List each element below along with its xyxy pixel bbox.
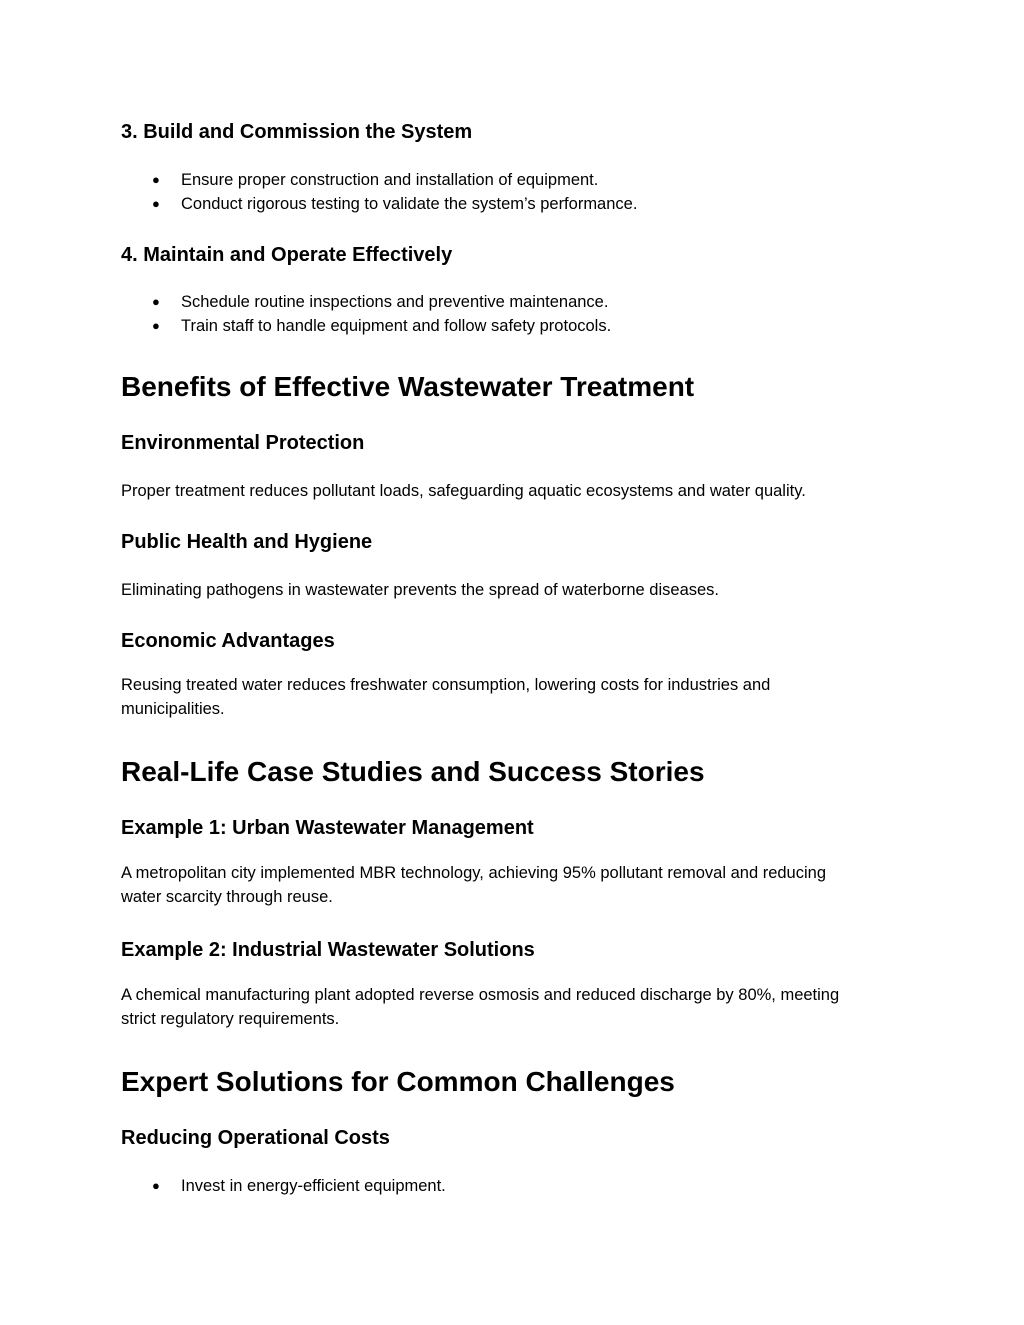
bullet-icon: ● xyxy=(152,172,160,187)
list-item: ● Invest in energy-efficient equipment. xyxy=(121,1174,446,1198)
public-health-text: Eliminating pathogens in wastewater prevents the spread of waterborne diseases. xyxy=(121,581,720,599)
list-item: ● Ensure proper construction and installation of equipment. xyxy=(121,168,637,192)
economic-advantages-heading: Economic Advantages xyxy=(121,630,335,652)
bullet-icon: ● xyxy=(152,294,160,309)
list-item: ● Conduct rigorous testing to validate the system’s performance. xyxy=(121,192,637,216)
example1-heading: Example 1: Urban Wastewater Management xyxy=(121,817,534,839)
step3-bullet-list xyxy=(121,168,637,216)
list-item: ● Schedule routine inspections and preventive maintenance. xyxy=(121,290,611,314)
example2-heading: Example 2: Industrial Wastewater Solutions xyxy=(121,939,535,961)
reducing-costs-heading: Reducing Operational Costs xyxy=(121,1127,390,1149)
case-studies-heading: Real-Life Case Studies and Success Stories xyxy=(121,756,705,787)
bullet-icon: ● xyxy=(152,318,160,333)
public-health-heading: Public Health and Hygiene xyxy=(121,531,373,553)
step4-heading: 4. Maintain and Operate Effectively xyxy=(121,244,453,266)
example2-text: A chemical manufacturing plant adopted reverse osmosis and reduced discharge by 80%, meeting strict regulatory requirements. xyxy=(121,986,840,1028)
benefits-heading: Benefits of Effective Wastewater Treatment xyxy=(121,371,695,402)
step4-bullet-list xyxy=(121,290,611,338)
solutions-heading: Expert Solutions for Common Challenges xyxy=(121,1066,675,1097)
step3-heading: 3. Build and Commission the System xyxy=(121,121,473,143)
example1-text: A metropolitan city implemented MBR technology, achieving 95% pollutant removal and reducing water scarcity through reuse. xyxy=(121,864,826,906)
solutions-bullet-list xyxy=(121,1174,446,1198)
economic-advantages-text: Reusing treated water reduces freshwater consumption, lowering costs for industries and municipalities. xyxy=(121,676,771,718)
environmental-protection-heading: Environmental Protection xyxy=(121,432,365,454)
bullet-icon: ● xyxy=(152,1178,160,1193)
bullet-icon: ● xyxy=(152,196,160,211)
list-item: ● Train staff to handle equipment and follow safety protocols. xyxy=(121,314,611,338)
environmental-protection-text: Proper treatment reduces pollutant loads, safeguarding aquatic ecosystems and water quality. xyxy=(121,482,806,500)
